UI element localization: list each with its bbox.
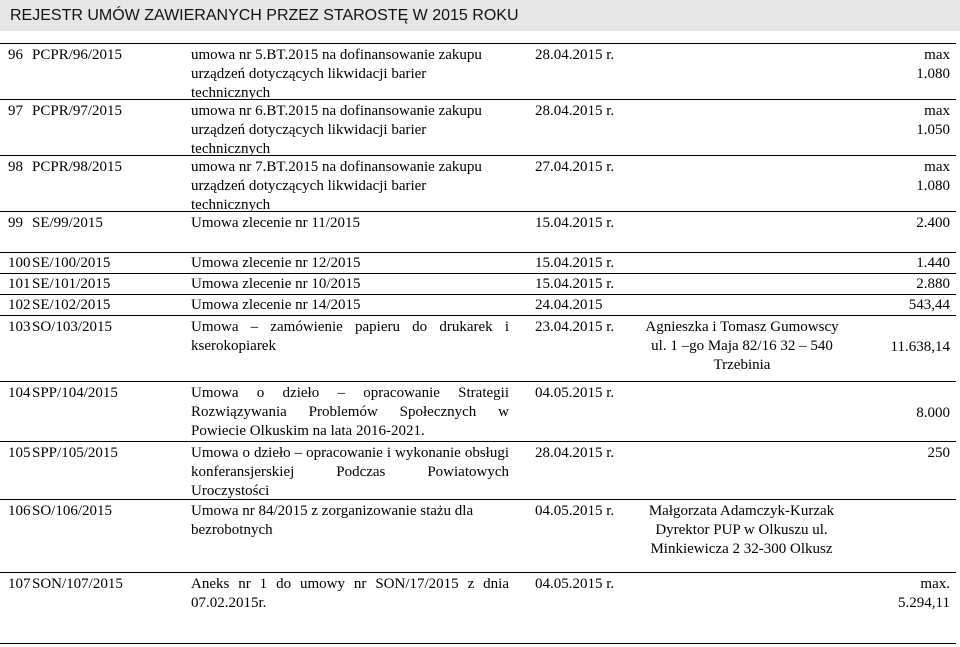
row-date: 15.04.2015 r.: [535, 255, 615, 271]
row-number: 100: [8, 255, 31, 271]
row-value: 543,44: [908, 297, 950, 313]
row-date: 15.04.2015 r.: [535, 276, 615, 292]
row-date: 23.04.2015 r.: [535, 319, 615, 335]
row-date: 28.04.2015 r.: [535, 47, 615, 63]
row-value: 1.440: [916, 255, 950, 271]
row-value: max. 5.294,11: [898, 576, 950, 611]
row-number: 97: [8, 103, 23, 119]
row-signature: SE/102/2015: [32, 297, 111, 313]
row-value: max 1.080: [916, 159, 950, 194]
row-signature: PCPR/97/2015: [32, 103, 123, 119]
row-value: 250: [927, 445, 950, 461]
row-description: Umowa nr 84/2015 z zorganizowanie stażu dla bezrobotnych: [191, 503, 474, 538]
row-number: 101: [8, 276, 31, 292]
document-title: REJESTR UMÓW ZAWIERANYCH PRZEZ STAROSTĘ W 2015 ROKU: [10, 7, 519, 24]
row-number: 96: [8, 47, 23, 63]
table-row: [0, 273, 956, 295]
row-date: 04.05.2015 r.: [535, 576, 615, 592]
row-date: 15.04.2015 r.: [535, 215, 615, 231]
table-row: [0, 381, 956, 442]
row-number: 102: [8, 297, 31, 313]
row-number: 99: [8, 215, 23, 231]
row-description: Umowa – zamówienie papieru do drukarek i kserokopiarek: [191, 319, 509, 354]
row-signature: SE/101/2015: [32, 276, 111, 292]
table-row: [0, 43, 956, 100]
table-row: [0, 99, 956, 156]
row-signature: SE/99/2015: [32, 215, 103, 231]
table-row: [0, 441, 956, 500]
row-value: 11.638,14: [890, 339, 950, 355]
row-value: max 1.080: [916, 47, 950, 82]
table-row: [0, 155, 956, 212]
table-row: [0, 294, 956, 316]
row-signature: SO/103/2015: [32, 319, 113, 335]
row-number: 107: [8, 576, 31, 592]
row-description: umowa nr 6.BT.2015 na dofinansowanie zakupu urządzeń dotyczących likwidacji barier technicznych: [191, 103, 482, 157]
row-description: Aneks nr 1 do umowy nr SON/17/2015 z dnia 07.02.2015r.: [191, 576, 509, 611]
row-date: 28.04.2015 r.: [535, 445, 615, 461]
row-contractor: Małgorzata Adamczyk-Kurzak Dyrektor PUP w Olkuszu ul. Minkiewicza 2 32-300 Olkusz: [648, 503, 835, 557]
table-row: [0, 211, 956, 243]
row-value: 8.000: [916, 405, 950, 421]
row-date: 04.05.2015 r.: [535, 503, 615, 519]
row-signature: PCPR/96/2015: [32, 47, 123, 63]
row-value: 2.880: [916, 276, 950, 292]
row-signature: SO/106/2015: [32, 503, 113, 519]
row-value: 2.400: [916, 215, 950, 231]
row-number: 105: [8, 445, 31, 461]
row-signature: SON/107/2015: [32, 576, 123, 592]
row-description: Umowa zlecenie nr 10/2015: [191, 276, 361, 292]
row-value: max 1.050: [916, 103, 950, 138]
table-row: [0, 572, 956, 644]
row-date: 04.05.2015 r.: [535, 385, 615, 401]
row-description: umowa nr 7.BT.2015 na dofinansowanie zakupu urządzeń dotyczących likwidacji barier technicznych: [191, 159, 482, 213]
row-description: umowa nr 5.BT.2015 na dofinansowanie zakupu urządzeń dotyczących likwidacji barier technicznych: [191, 47, 482, 101]
row-description: Umowa zlecenie nr 14/2015: [191, 297, 361, 313]
row-description: Umowa o dzieło – opracowanie i wykonanie obsługi konferansjerskiej Podczas Powiatowych Uroczystości: [191, 445, 509, 499]
row-number: 104: [8, 385, 31, 401]
document-title-bar: [0, 0, 960, 31]
row-date: 28.04.2015 r.: [535, 103, 615, 119]
row-signature: SE/100/2015: [32, 255, 111, 271]
table-row: [0, 252, 956, 274]
row-number: 98: [8, 159, 23, 175]
table-row: [0, 315, 956, 382]
row-description: Umowa zlecenie nr 12/2015: [191, 255, 361, 271]
contracts-register-table: [0, 43, 960, 647]
row-date: 24.04.2015: [535, 297, 603, 313]
row-signature: SPP/105/2015: [32, 445, 118, 461]
row-signature: SPP/104/2015: [32, 385, 118, 401]
row-description: Umowa zlecenie nr 11/2015: [191, 215, 360, 231]
row-description: Umowa o dzieło – opracowanie Strategii Rozwiązywania Problemów Społecznych w Powiecie Olkuskim na lata 2016-2021.: [191, 385, 509, 439]
table-row: [0, 499, 956, 573]
row-signature: PCPR/98/2015: [32, 159, 123, 175]
row-date: 27.04.2015 r.: [535, 159, 615, 175]
row-number: 106: [8, 503, 31, 519]
row-number: 103: [8, 319, 31, 335]
row-contractor: Agnieszka i Tomasz Gumowscy ul. 1 –go Maja 82/16 32 – 540 Trzebinia: [645, 319, 839, 373]
